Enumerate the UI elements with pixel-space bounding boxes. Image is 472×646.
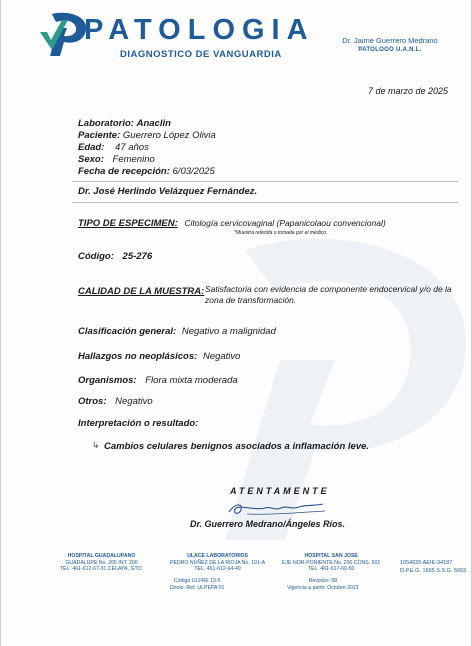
- organisms-value: Flora mixta moderada: [145, 375, 238, 386]
- code-value: 25-276: [122, 251, 153, 262]
- sex-label: Sexo:: [78, 154, 104, 165]
- footer-h1-line2: TEL. 461-612-67-31 CELAYA, GTO.: [60, 566, 144, 572]
- footer-h3-line2: TEL. 461-617-60-50: [307, 566, 355, 572]
- footer-h1-name: HOSPITAL GUADALUPANO: [67, 553, 136, 559]
- general-row: [78, 326, 276, 337]
- doctor-name: Dr. Jaime Guerrero Medrano: [342, 36, 438, 45]
- interpretation-label: Interpretación o resultado:: [78, 418, 199, 429]
- quality-label: CALIDAD DE LA MUESTRA:: [78, 286, 205, 297]
- reception-value: 6/03/2025: [172, 166, 215, 177]
- lab-value: Anaclin: [136, 118, 171, 129]
- footer-code-line1: Código ULFRE 13-5: [173, 578, 221, 584]
- age-row: [78, 142, 149, 153]
- general-value: Negativo a malignidad: [181, 326, 276, 337]
- findings-value: Negativo: [202, 351, 241, 362]
- patologia-logo-icon: [38, 10, 90, 58]
- code-row: [78, 251, 152, 262]
- footer-h1-line1: GUADALUPE No. 205 INT. 200: [65, 559, 138, 566]
- specimen-note: *Muestra referida o tomada por el médico: [234, 230, 326, 236]
- footer-hospital-guadalupano: [60, 553, 143, 573]
- footer-doc-code: [170, 578, 224, 592]
- doctor-title: PATOLOGO U.A.N.L.: [358, 47, 422, 53]
- signer-name: Dr. Guerrero Medrano/Ángeles Ríos.: [190, 519, 346, 529]
- footer-rev-line1: Revisión: 08: [308, 578, 338, 584]
- sex-row: [78, 154, 155, 165]
- footer-h2-name: ULACE LABORATORIOS: [187, 553, 249, 559]
- others-value: Negativo: [115, 396, 153, 407]
- organisms-label: Organismos:: [78, 375, 137, 386]
- reception-row: [78, 166, 215, 177]
- handwritten-signature-icon: [225, 497, 330, 519]
- patient-value: Guerrero López Olivia: [122, 130, 216, 141]
- organisms-row: [78, 375, 238, 386]
- divider: [72, 181, 458, 182]
- footer-reg-line2: D.P.E.G. 1695 S.S.G. 5063: [400, 568, 467, 574]
- page-left-edge: [0, 0, 1, 646]
- general-label: Clasificación general:: [78, 326, 177, 337]
- quality-row: [78, 286, 204, 297]
- specimen-row: [78, 218, 386, 229]
- footer-registrations: [400, 559, 466, 575]
- quality-value: Satisfactoria con evidencia de componente endocervical y/o de la zona de transformación.: [205, 284, 452, 305]
- interpretation-row: [78, 418, 198, 429]
- report-date: 7 de marzo de 2025: [368, 86, 449, 96]
- footer-h3-name: HOSPITAL SAN JOSE: [304, 553, 358, 559]
- doctor-block: [340, 36, 440, 53]
- interpretation-value: Cambios celulares benignos asociados a inflamación leve.: [104, 441, 370, 452]
- brand-name: PATOLOGIA: [84, 14, 315, 46]
- referring-doctor: Dr. José Herlindo Velázquez Fernández.: [78, 186, 258, 197]
- footer-reg-line1: 1054635 AEIE-34187: [400, 560, 453, 566]
- patient-row: [78, 130, 216, 141]
- age-value: 47 años: [115, 142, 149, 153]
- divider: [72, 202, 458, 203]
- footer-ulace: [170, 553, 265, 573]
- brand-subtitle: DIAGNOSTICO DE VANGUARDIA: [120, 49, 282, 60]
- age-label: Edad:: [78, 142, 105, 153]
- closing-text: ATENTAMENTE: [230, 486, 330, 496]
- footer-h2-line1: PEDRO NUÑEZ DE LA RIOJA No. 101-A: [170, 559, 266, 566]
- footer-h2-line2: TEL. 461-612-64-49: [194, 566, 241, 572]
- lab-row: [78, 118, 171, 129]
- footer-code-line2: Docto. Ref. ULPEPA 01: [170, 585, 225, 591]
- code-label: Código:: [78, 251, 114, 262]
- others-row: [78, 396, 153, 407]
- footer-h3-line1: EJE NOR-PONIENTE No. 200 CONS. 501: [282, 559, 381, 566]
- lab-label: Laboratorio:: [78, 118, 134, 129]
- specimen-label: TIPO DE ESPECIMEN:: [78, 218, 178, 229]
- footer-hospital-san-jose: [282, 553, 380, 573]
- footer-revision: [287, 578, 359, 592]
- sex-value: Femenino: [112, 154, 155, 165]
- specimen-value: Citología cervicovaginal (Papanicolaou convencional): [184, 218, 386, 228]
- footer-rev-line2: Vigencia a partir: Octubre 2021: [287, 585, 359, 591]
- findings-label: Hallazgos no neoplásicos:: [78, 351, 198, 362]
- findings-row: [78, 351, 240, 362]
- others-label: Otros:: [78, 396, 107, 407]
- arrow-bullet-icon: ↳: [92, 440, 100, 450]
- reception-label: Fecha de recepción:: [78, 166, 170, 177]
- patient-label: Paciente:: [78, 130, 121, 141]
